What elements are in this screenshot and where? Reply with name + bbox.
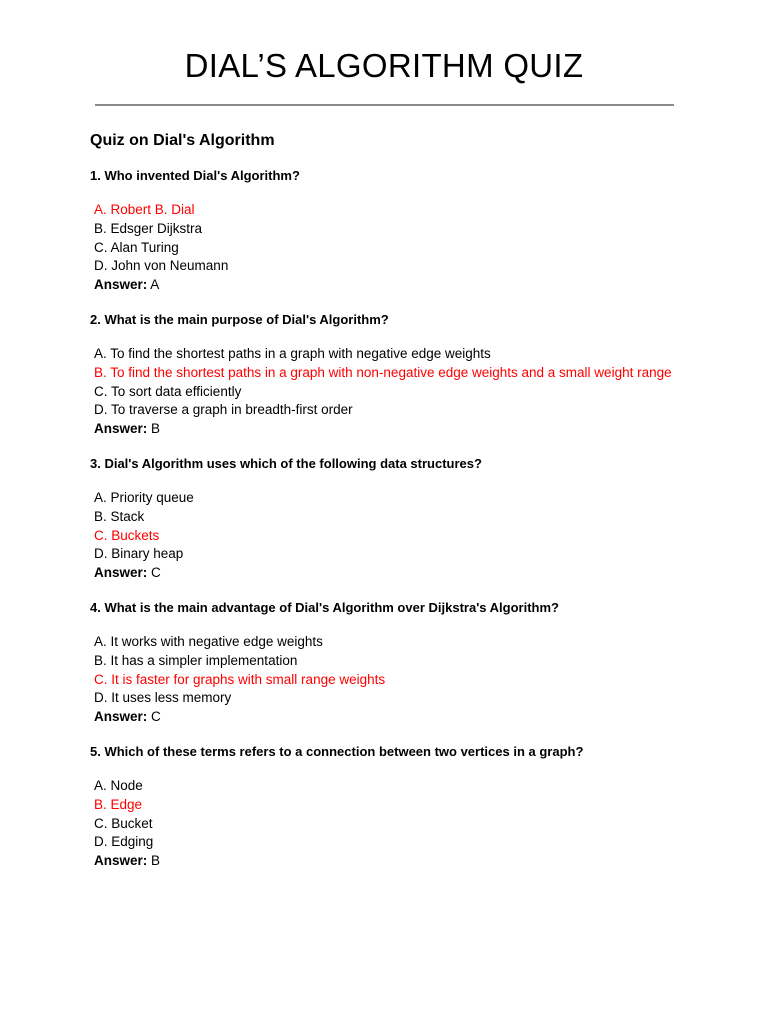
answer-value: C [151, 565, 161, 581]
answer-line [90, 708, 690, 727]
option: A. Node [94, 777, 143, 793]
answer-label: Answer: [94, 565, 148, 581]
question-text: 3. Dial's Algorithm uses which of the following data structures? [90, 455, 482, 471]
option: B. It has a simpler implementation [94, 652, 298, 668]
question-text: 1. Who invented Dial's Algorithm? [90, 168, 300, 183]
option-list [90, 345, 690, 420]
title-divider [95, 104, 674, 106]
question-text: 5. Which of these terms refers to a connection between two vertices in a graph? [90, 743, 584, 759]
option: D. To traverse a graph in breadth-first order [94, 402, 353, 418]
option: C. To sort data efficiently [94, 383, 242, 399]
answer-line [90, 564, 690, 583]
answer-label: Answer: [94, 709, 148, 725]
option-list [90, 777, 690, 852]
option-list [90, 489, 690, 564]
option-list [90, 201, 690, 276]
option: D. Binary heap [94, 546, 184, 562]
question-block [90, 455, 690, 583]
answer-label: Answer: [94, 853, 148, 869]
section-heading: Quiz on Dial's Algorithm [90, 132, 275, 149]
answer-value: B [151, 853, 161, 869]
option: C. Alan Turing [94, 239, 179, 255]
correct-option: A. Robert B. Dial [94, 202, 195, 217]
answer-value: A [150, 277, 160, 293]
correct-option: C. It is faster for graphs with small range weights [94, 671, 386, 687]
answer-line [90, 852, 690, 871]
answer-value: B [151, 421, 161, 437]
option: B. Edsger Dijkstra [94, 220, 203, 236]
option: D. It uses less memory [94, 690, 232, 706]
option-list [90, 633, 690, 708]
document-title: DIAL’S ALGORITHM QUIZ [184, 47, 584, 84]
option: A. To find the shortest paths in a graph with negative edge weights [94, 345, 491, 361]
option: D. Edging [94, 834, 154, 850]
question-block [90, 167, 690, 295]
question-list [90, 167, 690, 871]
question-block [90, 311, 690, 439]
answer-line [90, 420, 690, 439]
quiz-content [90, 130, 690, 887]
correct-option: B. Edge [94, 796, 143, 812]
answer-line [90, 276, 690, 295]
option: A. It works with negative edge weights [94, 633, 323, 649]
question-block [90, 743, 690, 871]
correct-option: C. Buckets [94, 527, 160, 543]
answer-label: Answer: [94, 421, 148, 437]
question-text: 4. What is the main advantage of Dial's Algorithm over Dijkstra's Algorithm? [90, 599, 559, 615]
question-text: 2. What is the main purpose of Dial's Algorithm? [90, 311, 389, 327]
option: B. Stack [94, 508, 145, 524]
answer-label: Answer: [94, 277, 148, 293]
option: C. Bucket [94, 815, 153, 831]
option: D. John von Neumann [94, 258, 229, 274]
answer-value: C [151, 709, 161, 725]
option: A. Priority queue [94, 489, 194, 505]
question-block [90, 599, 690, 727]
correct-option: B. To find the shortest paths in a graph with non-negative edge weights and a small weight range [94, 364, 672, 380]
